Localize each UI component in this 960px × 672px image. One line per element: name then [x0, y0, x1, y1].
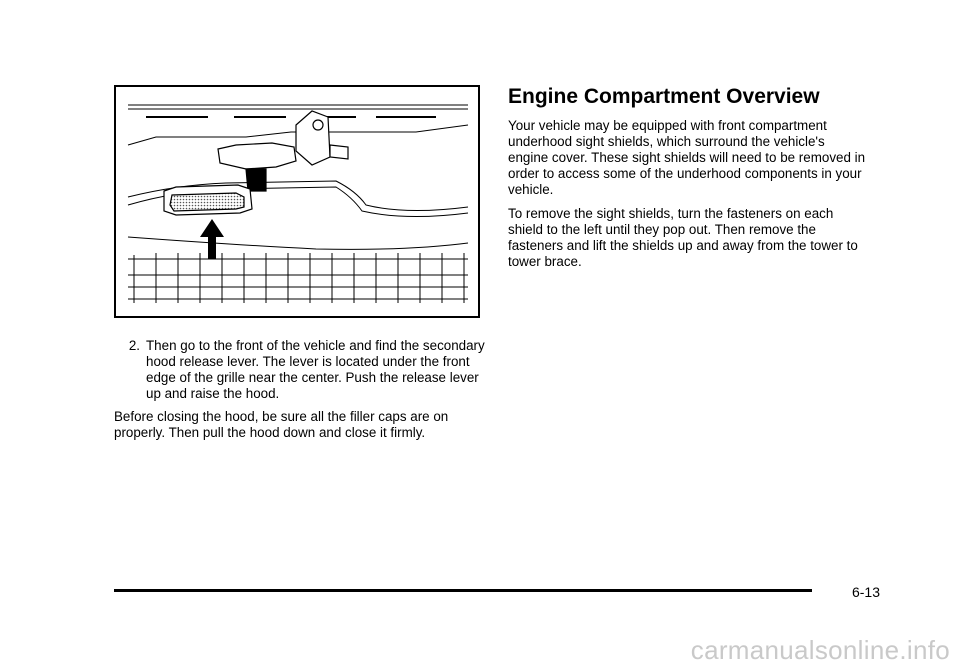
footer-rule [114, 589, 812, 592]
step-text: Then go to the front of the vehicle and find the secondary hood release lever. The lever is located under the front edge of the grille near the center. Push the release lever up and raise the hood. [146, 338, 485, 401]
release-lever [164, 185, 252, 215]
section-title: Engine Compartment Overview [508, 85, 820, 108]
watermark: carmanualsonline.info [690, 635, 950, 665]
push-up-arrow-icon [200, 219, 224, 259]
page-number: 6-13 [851, 584, 880, 600]
step-item [114, 338, 486, 402]
section-paragraph: Your vehicle may be equipped with front compartment underhood sight shields, which surround the vehicle's engine cover. These sight shields will need to be removed in order to access some of the underhood components in your vehicle. [508, 118, 866, 197]
hood-release-lever-illustration [116, 87, 478, 316]
left-column-text [114, 338, 486, 441]
grille [128, 253, 468, 303]
section-paragraph: To remove the sight shields, turn the fasteners on each shield to the left until they pop out. Then remove the fasteners and lift the shields up and away from the tower to tower brace. [508, 206, 858, 269]
closing-paragraph: Before closing the hood, be sure all the filler caps are on properly. Then pull the hood down and close it firmly. [114, 409, 449, 440]
hood-release-figure [114, 85, 480, 318]
step-number: 2. [128, 338, 140, 353]
hood-latch [218, 111, 348, 191]
right-column [508, 84, 868, 278]
